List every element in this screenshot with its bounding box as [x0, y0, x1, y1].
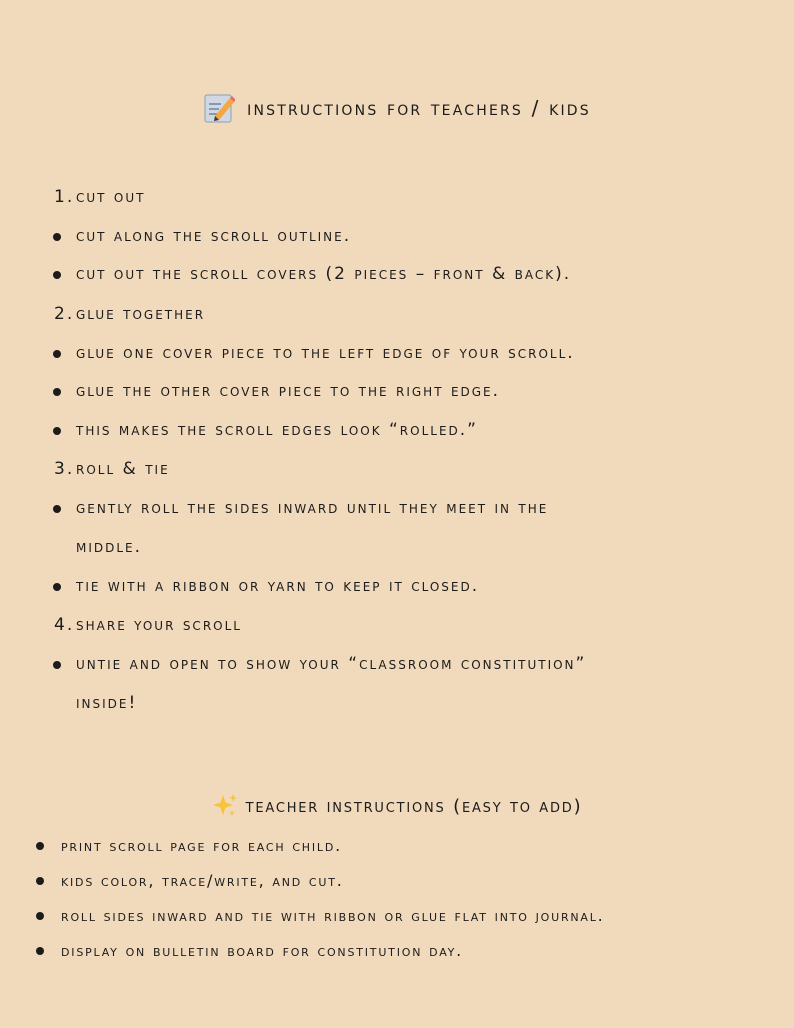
bullet [36, 947, 44, 955]
teacher-section-title-row [0, 793, 794, 819]
sparkles-icon [212, 793, 238, 819]
step-number: 4. [54, 615, 75, 635]
bullet [53, 271, 61, 279]
bullet [36, 877, 44, 885]
bullet-text: print scroll page for each child. [61, 836, 342, 855]
step-title: roll & tie [76, 459, 170, 479]
bullet-text: kids color, trace/write, and cut. [61, 871, 344, 890]
bullet [53, 427, 61, 435]
page-title: instructions for teachers / kids [247, 96, 591, 120]
teacher-section-title: teacher instructions (easy to add) [245, 795, 583, 817]
bullet-text: cut out the scroll covers (2 pieces – front & back). [76, 264, 572, 284]
bullet-text: untie and open to show your “classroom constitution” [76, 654, 587, 674]
step-number: 3. [54, 459, 75, 479]
bullet [53, 583, 61, 591]
memo-icon [203, 92, 235, 124]
step-title: cut out [76, 187, 146, 207]
step-number: 2. [54, 304, 75, 324]
bullet [36, 912, 44, 920]
bullet [36, 842, 44, 850]
bullet [53, 350, 61, 358]
step-title: share your scroll [76, 615, 242, 635]
bullet-text: roll sides inward and tie with ribbon or glue flat into journal. [61, 906, 605, 925]
bullet-text: this makes the scroll edges look “rolled.” [76, 420, 478, 440]
bullet [53, 505, 61, 513]
bullet-text: glue one cover piece to the left edge of your scroll. [76, 343, 575, 363]
bullet-text: gently roll the sides inward until they meet in the [76, 498, 549, 518]
bullet-text: cut along the scroll outline. [76, 226, 352, 246]
bullet [53, 661, 61, 669]
bullet-text: glue the other cover piece to the right edge. [76, 381, 501, 401]
step-title: glue together [76, 304, 206, 324]
bullet-text: inside! [76, 693, 138, 713]
bullet-text: display on bulletin board for constitution day. [61, 941, 464, 960]
title-row [0, 92, 794, 124]
bullet-text: tie with a ribbon or yarn to keep it closed. [76, 576, 480, 596]
step-number: 1. [54, 187, 75, 207]
bullet [53, 233, 61, 241]
bullet [53, 388, 61, 396]
bullet-text: middle. [76, 537, 143, 557]
